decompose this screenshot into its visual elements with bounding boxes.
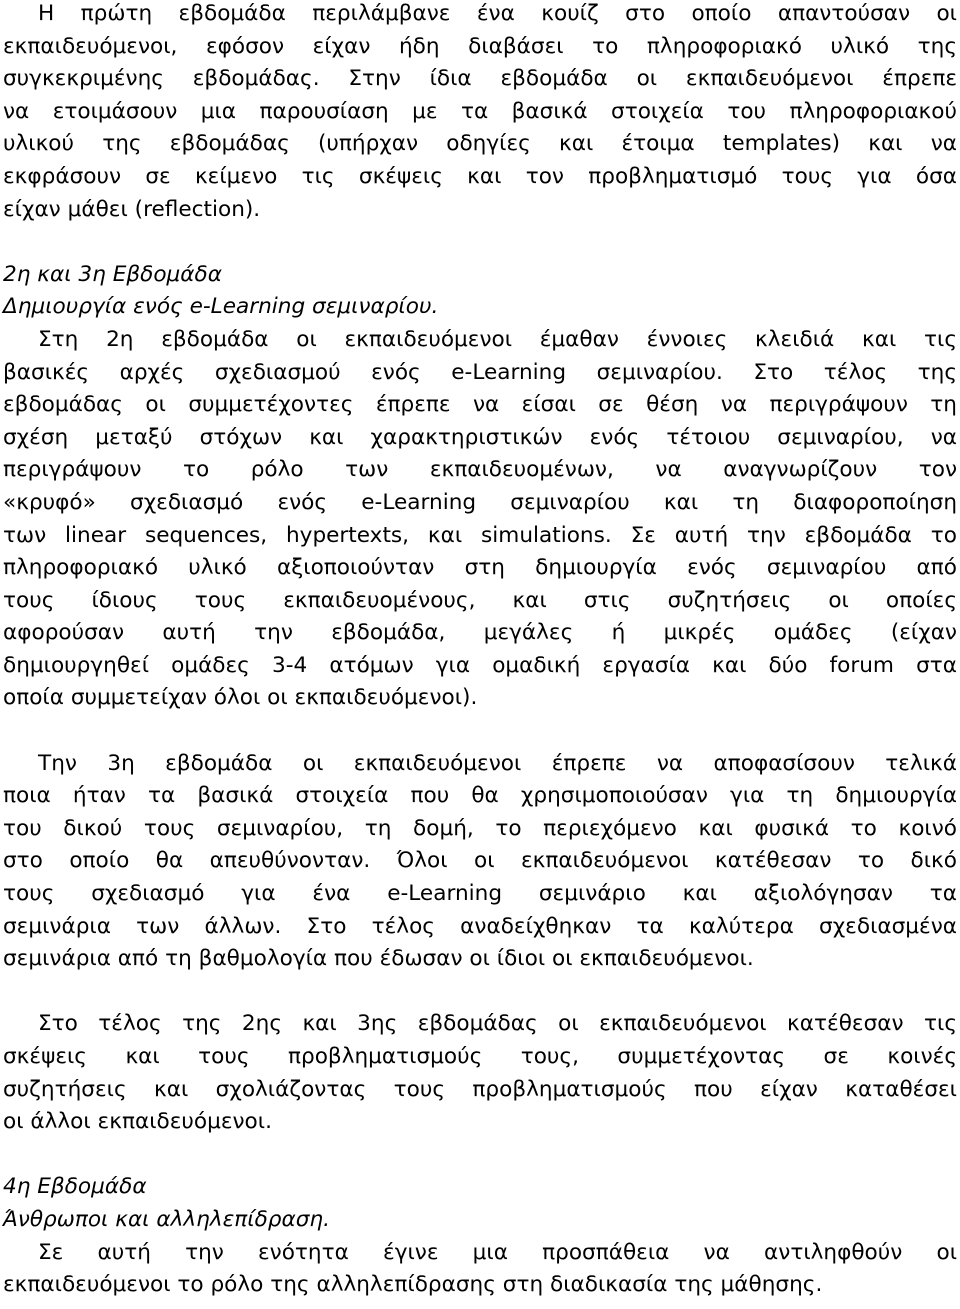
text-line: Την 3η εβδομάδα οι εκπαιδευόμενοι έπρεπε να αποφασίσουν τελικά bbox=[38, 750, 957, 776]
paragraph-week-4 bbox=[0, 1237, 960, 1302]
paragraph-week-1 bbox=[0, 0, 960, 226]
text-line: οποία συμμετείχαν όλοι οι εκπαιδευόμενοι). bbox=[3, 685, 478, 711]
text-line: πληροφοριακό υλικό αξιοποιούνταν στη δημιουργία ενός σεμιναρίου από bbox=[3, 555, 957, 581]
text-line: Στο τέλος της 2ης και 3ης εβδομάδας οι εκπαιδευόμενοι κατέθεσαν τις bbox=[38, 1011, 957, 1037]
text-line: του δικού τους σεμιναρίου, τη δομή, το περιεχόμενο και φυσικά το κοινό bbox=[3, 815, 957, 841]
text-line: «κρυφό» σχεδιασμό ενός e-Learning σεμιναρίου και τη διαφοροποίηση bbox=[3, 489, 957, 515]
text-line: να ετοιμάσουν μια παρουσίαση με τα βασικά στοιχεία του πληροφοριακού bbox=[3, 98, 957, 124]
text-line: αφορούσαν αυτή την εβδομάδα, μεγάλες ή μικρές ομάδες (είχαν bbox=[3, 620, 957, 646]
text-line: Σε αυτή την ενότητα έγινε μια προσπάθεια να αντιληφθούν οι bbox=[38, 1239, 957, 1265]
section-heading-week-4: 4η Εβδομάδα bbox=[3, 1174, 147, 1200]
paragraph-week-2 bbox=[0, 324, 960, 715]
text-line: σεμινάρια από τη βαθμολογία που έδωσαν οι ίδιοι οι εκπαιδευόμενοι. bbox=[3, 946, 754, 972]
text-line: εβδομάδας οι συμμετέχοντες έπρεπε να είσαι σε θέση να περιγράψουν τη bbox=[3, 392, 957, 418]
text-line: Η πρώτη εβδομάδα περιλάμβανε ένα κουίζ στο οποίο απαντούσαν οι bbox=[38, 1, 957, 26]
text-line: σχέση μεταξύ στόχων και χαρακτηριστικών ενός τέτοιου σεμιναρίου, να bbox=[3, 424, 957, 450]
text-line: εκπαιδευόμενοι, εφόσον είχαν ήδη διαβάσει το πληροφοριακό υλικό της bbox=[3, 33, 957, 59]
text-line: βασικές αρχές σχεδιασμού ενός e-Learning σεμιναρίου. Στο τέλος της bbox=[3, 359, 957, 385]
text-line: είχαν μάθει (reflection). bbox=[3, 196, 261, 222]
text-line: εκφράσουν σε κείμενο τις σκέψεις και τον προβληματισμό τους για όσα bbox=[3, 163, 957, 189]
section-heading-weeks-2-3: 2η και 3η Εβδομάδα bbox=[3, 261, 222, 287]
text-line: ποια ήταν τα βασικά στοιχεία που θα χρησιμοποιούσαν για τη δημιουργία bbox=[3, 783, 957, 809]
text-line: τους ίδιους τους εκπαιδευομένους, και στις συζητήσεις οι οποίες bbox=[3, 587, 957, 613]
text-line: υλικού της εβδομάδας (υπήρχαν οδηγίες και έτοιμα templates) και να bbox=[3, 131, 957, 157]
paragraph-week-3 bbox=[0, 748, 960, 976]
text-line: στο οποίο θα απευθύνονταν. Όλοι οι εκπαιδευόμενοι κατέθεσαν το δικό bbox=[3, 848, 957, 874]
text-line: συγκεκριμένης εβδομάδας. Στην ίδια εβδομάδα οι εκπαιδευόμενοι έπρεπε bbox=[3, 66, 957, 92]
text-line: Στη 2η εβδομάδα οι εκπαιδευόμενοι έμαθαν έννοιες κλειδιά και τις bbox=[38, 326, 957, 352]
text-line: περιγράψουν το ρόλο των εκπαιδευομένων, να αναγνωρίζουν τον bbox=[3, 457, 957, 483]
text-line: των linear sequences, hypertexts, και simulations. Σε αυτή την εβδομάδα το bbox=[3, 522, 957, 548]
text-line: τους σχεδιασμό για ένα e-Learning σεμινάριο και αξιολόγησαν τα bbox=[3, 881, 957, 907]
text-line: σεμινάρια των άλλων. Στο τέλος αναδείχθηκαν τα καλύτερα σχεδιασμένα bbox=[3, 913, 957, 939]
paragraph-reflection bbox=[0, 1008, 960, 1138]
section-subheading-weeks-2-3: Δημιουργία ενός e-Learning σεμιναρίου. bbox=[3, 294, 439, 320]
text-line: σκέψεις και τους προβληματισμούς τους, συμμετέχοντας σε κοινές bbox=[3, 1044, 957, 1069]
text-line: συζητήσεις και σχολιάζοντας τους προβληματισμούς που είχαν καταθέσει bbox=[3, 1076, 957, 1102]
text-line: δημιουργηθεί ομάδες 3-4 ατόμων για ομαδική εργασία και δύο forum στα bbox=[3, 652, 957, 678]
section-subheading-week-4: Άνθρωποι και αλληλεπίδραση. bbox=[3, 1206, 330, 1232]
text-line: οι άλλοι εκπαιδευόμενοι. bbox=[3, 1109, 272, 1135]
text-line: εκπαιδευόμενοι το ρόλο της αλληλεπίδρασης στη διαδικασία της μάθησης. bbox=[3, 1272, 823, 1298]
